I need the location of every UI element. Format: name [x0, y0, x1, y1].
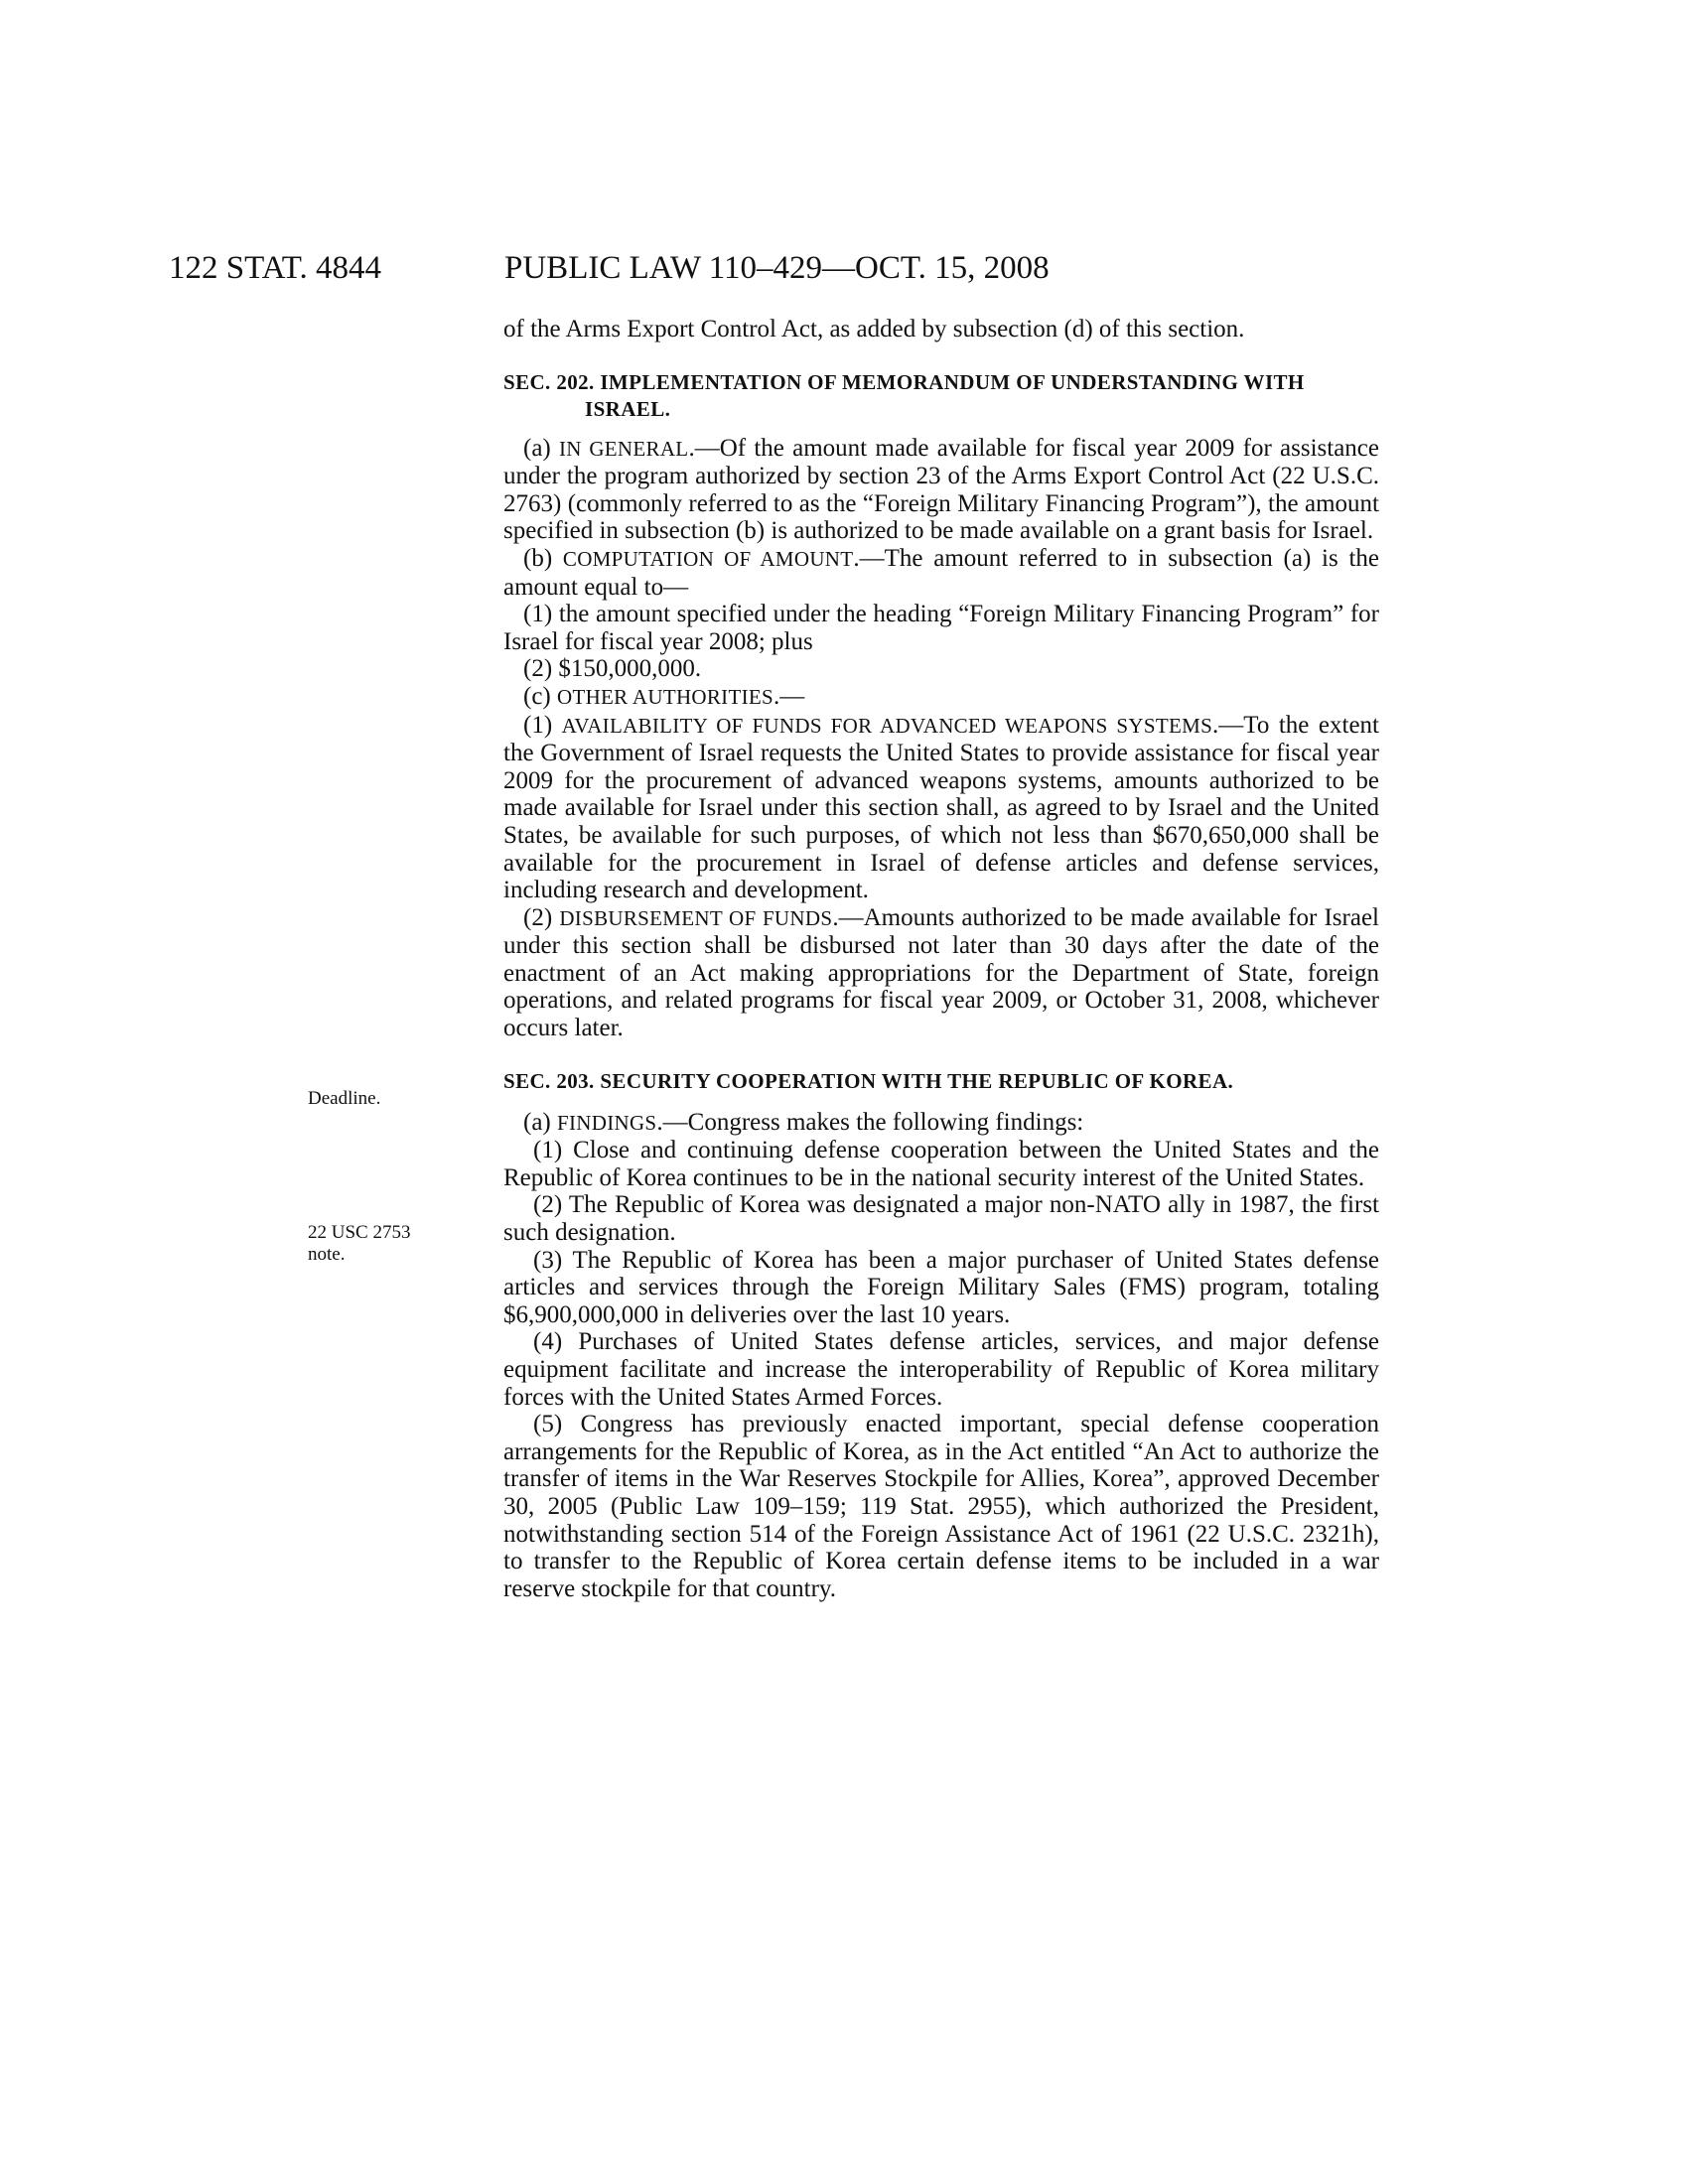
sec203-a-caption: FINDINGS: [557, 1110, 657, 1135]
sec202-b-text: .—The amount referred to in subsection (a) is the amount equal to—: [503, 544, 1379, 601]
sec202-c-item-1: [503, 712, 1379, 904]
sec203-finding-2: (2) The Republic of Korea was designated a major non-NATO ally in 1987, the first such designation.: [503, 1191, 1379, 1247]
sec202-c-label: (c): [523, 682, 557, 710]
sec203-a-label: (a): [523, 1108, 557, 1136]
section-203-heading: SEC. 203. SECURITY COOPERATION WITH THE REPUBLIC OF KOREA.: [503, 1068, 1234, 1093]
continuation-paragraph: of the Arms Export Control Act, as added by subsection (d) of this section.: [503, 316, 1245, 342]
margin-note-usc-line2: note.: [308, 1244, 346, 1265]
sec202-b-item-2: (2) $150,000,000.: [523, 655, 702, 683]
sec202-c2-text: .—Amounts authorized to be made available for Israel under this section shall be disbursed not later than 30 days after the date of the enactment of an Act making appropriations for the Department of State, foreign operations, and related programs for fiscal year 2009, or October 31, 2008, whichever occurs later.: [503, 903, 1379, 1042]
sec202-c-text: .—: [774, 682, 805, 710]
sec202-c2-caption: DISBURSEMENT OF FUNDS: [559, 905, 833, 930]
margin-note-deadline: Deadline.: [308, 1088, 381, 1109]
sec202-c1-caption: AVAILABILITY OF FUNDS FOR ADVANCED WEAPONS SYSTEMS: [561, 713, 1213, 738]
sec202-b-caption: COMPUTATION OF AMOUNT: [562, 546, 854, 571]
sec202-b-item-1: (1) the amount specified under the heading “Foreign Military Financing Program” for Israel for fiscal year 2008; plus: [503, 601, 1379, 655]
sec202-c-item-2: [503, 904, 1379, 1042]
sec202-a-label: (a): [523, 434, 560, 462]
sec202-a-caption: IN GENERAL: [559, 436, 689, 461]
public-law-title: PUBLIC LAW 110–429—OCT. 15, 2008: [504, 250, 1050, 286]
sec203-finding-1: (1) Close and continuing defense cooperation between the United States and the Republic of Korea continues to be in the national security interest of the United States.: [503, 1137, 1379, 1191]
sec202-b-label: (b): [523, 544, 563, 572]
body-text-column: [503, 316, 1379, 1602]
sec202-c2-label: (2): [523, 903, 560, 931]
sec203-finding-3: (3) The Republic of Korea has been a major purchaser of United States defense articles and services through the Foreign Military Sales (FMS) program, totaling $6,900,000,000 in deliveries over the last 10 years.: [503, 1246, 1379, 1328]
sec202-a-text: .—Of the amount made available for fiscal year 2009 for assistance under the program authorized by section 23 of the Arms Export Control Act (22 U.S.C. 2763) (commonly referred to as the “Foreign Military Financing Program”), the amount specified in subsection (b) is authorized to be made available on a grant basis for Israel.: [503, 434, 1379, 545]
sec202-c-caption: OTHER AUTHORITIES: [557, 684, 774, 709]
sec202-subsection-c: [503, 683, 1379, 712]
section-202-heading: SEC. 202. IMPLEMENTATION OF MEMORANDUM OF UNDERSTANDING WITH ISRAEL.: [503, 369, 1305, 421]
margin-note-usc: [308, 1222, 410, 1266]
sec203-finding-4: (4) Purchases of United States defense articles, services, and major defense equipment facilitate and increase the interoperability of Republic of Korea military forces with the United States Armed Forces.: [503, 1328, 1379, 1411]
sec203-finding-5: (5) Congress has previously enacted important, special defense cooperation arrangements for the Republic of Korea, as in the Act entitled “An Act to authorize the transfer of items in the War Reserves Stockpile for Allies, Korea”, approved December 30, 2005 (Public Law 109–159; 119 Stat. 2955), which authorized the President, notwithstanding section 514 of the Foreign Assistance Act of 1961 (22 U.S.C. 2321h), to transfer to the Republic of Korea certain defense items to be included in a war reserve stockpile for that country.: [503, 1411, 1379, 1602]
sec202-c1-text: .—To the extent the Government of Israel requests the United States to provide assistance for fiscal year 2009 for the procurement of advanced weapons systems, amounts authorized to be made available for Israel under this section shall, as agreed to by Israel and the United States, be available for such purposes, of which not less than $670,650,000 shall be available for the procurement in Israel of defense articles and defense services, including research and development.: [503, 711, 1379, 904]
sec203-subsection-a: [503, 1109, 1379, 1138]
sec202-subsection-b: [503, 545, 1379, 601]
margin-note-usc-line1: 22 USC 2753: [308, 1222, 411, 1243]
sec202-c1-label: (1): [523, 711, 562, 739]
sec203-a-text: .—Congress makes the following findings:: [656, 1108, 1084, 1136]
page-header: [0, 248, 1688, 288]
sec202-subsection-a: [503, 435, 1379, 545]
statute-page-reference: 122 STAT. 4844: [169, 250, 382, 286]
